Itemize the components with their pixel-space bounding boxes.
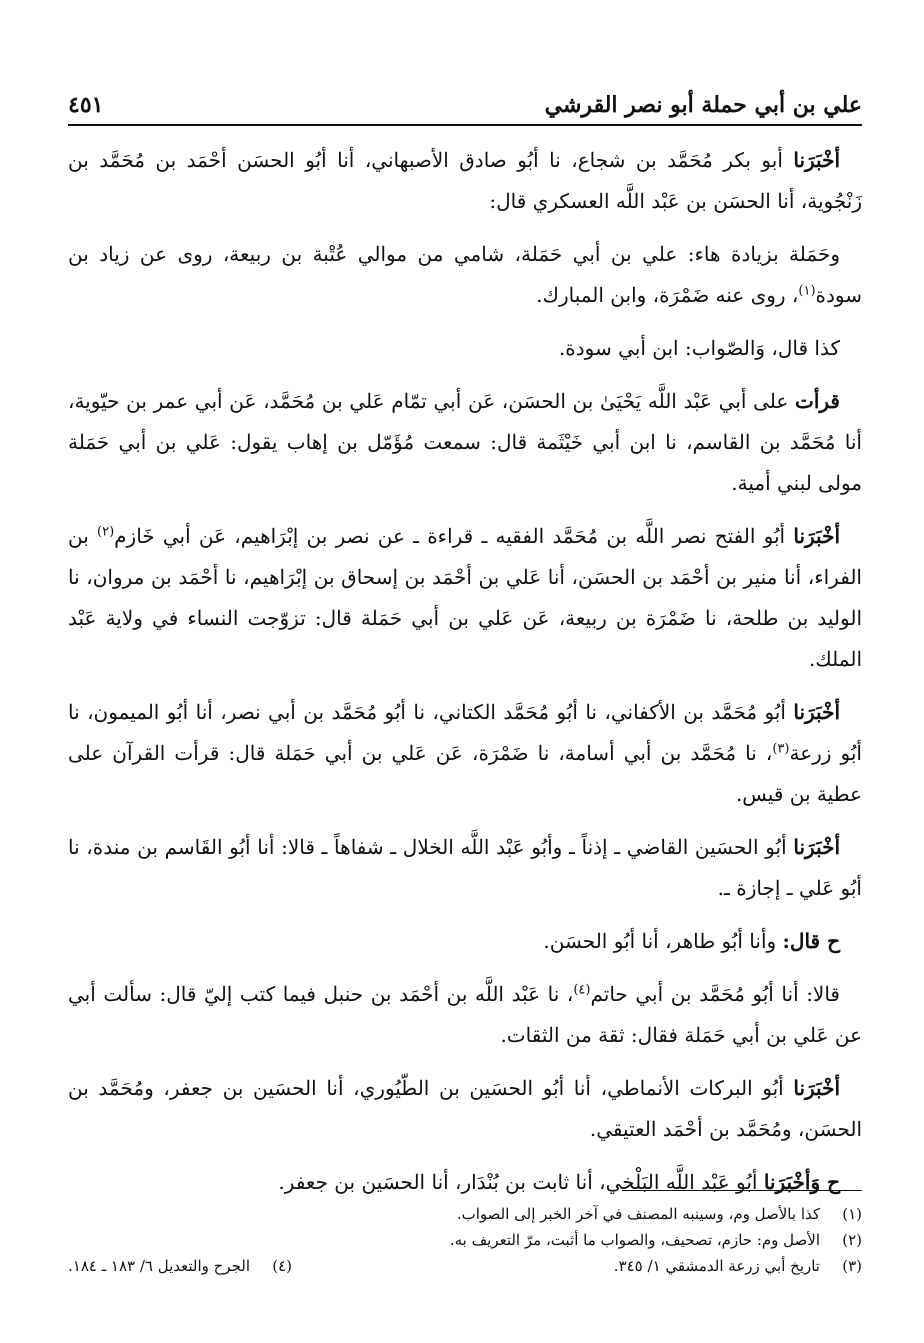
keyword: أخْبَرَنا [793, 700, 840, 724]
keyword: أخْبَرَنا [793, 148, 840, 172]
paragraph-text-tail: ، روى عنه ضَمْرَة، وابن المبارك. [536, 283, 799, 307]
keyword: أخْبَرَنا [793, 1076, 840, 1100]
page-number: ٤٥١ [68, 92, 104, 118]
paragraph-text: قالا: أنا أبُو مُحَمَّد بن أبي حاتم [590, 982, 840, 1006]
footnote-text: كذا بالأصل وم، وسينبه المصنف في آخر الخبر إلى الصواب. [456, 1205, 820, 1223]
footnote-text: تاريخ أبي زرعة الدمشقي ١/ ٣٤٥. [613, 1257, 820, 1275]
paragraph [68, 381, 862, 504]
footnote-marker: (٣) [772, 741, 790, 757]
paragraph [68, 234, 862, 316]
paragraph-text-tail: ، نا مُحَمَّد بن أبي أسامة، نا ضَمْرَة، عَن عَلي بن أبي حَمَلة قال: قرأت القرآن على عطية بن قيس. [68, 741, 862, 806]
paragraph [68, 692, 862, 815]
running-title: علي بن أبي حملة أبو نصر القرشي [544, 92, 862, 118]
page-header [68, 86, 862, 126]
footnote-marker: (٤) [573, 982, 591, 998]
keyword: أخْبَرَنا [793, 524, 840, 548]
footnote [68, 1227, 862, 1253]
paragraph-text: أبو بكر مُحَمَّد بن شجاع، نا أبُو صادق الأصبهاني، أنا أبُو الحسَن أحْمَد بن مُحَمَّد بن زَنْجُوية، أنا الحسَن بن عَبْد اللَّه العسكري قال: [68, 148, 862, 213]
paragraph-text: أبُو عَبْد اللَّه البَلْخي، أنا ثابت بن بُنْدَار، أنا الحسَين بن جعفر. [278, 1170, 764, 1194]
paragraph-text: على أبي عَبْد اللَّه يَحْيَىٰ بن الحسَن، عَن أبي تمّام عَلي بن مُحَمَّد، عَن أبي عمر بن حيّوية، أنا مُحَمَّد بن القاسم، نا ابن أبي خَيْثَمة قال: سمعت مُؤَمّل بن إهاب يقول: عَلي بن أبي حَمَلة مولى لبني أمية. [68, 389, 862, 495]
footnote-number: (١) [842, 1205, 862, 1223]
footnote-number: (٤) [272, 1257, 293, 1275]
footnote [614, 1253, 862, 1279]
footnote-number: (٢) [842, 1231, 862, 1249]
paragraph-text: أبُو الحسَين القاضي ـ إذناً ـ وأبُو عَبْد اللَّه الخلال ـ شفاهاً ـ قالا: أنا أبُو القَاسم بن مندة، نا أبُو عَلي ـ إجازة ـ. [68, 835, 862, 900]
footnote-marker: (٢) [97, 524, 115, 540]
paragraph [68, 974, 862, 1056]
paragraph-text: أبُو الفتح نصر اللَّه بن مُحَمَّد الفقيه ـ قراءة ـ عن نصر بن إبْرَاهيم، عَن أبي خَازم [114, 524, 794, 548]
paragraph-text: وحَمَلة بزيادة هاء: علي بن أبي حَمَلة، شامي من موالي عُتْبة بن ربيعة، روى عن زياد بن سودة [68, 242, 862, 307]
keyword: أخْبَرَنا [793, 835, 840, 859]
paragraph-text-tail: بن الفراء، أنا منير بن أحْمَد بن الحسَن، أنا عَلي بن أحْمَد بن إسحاق بن إبْرَاهيم، نا أحْمَد بن مروان، نا الوليد بن طلحة، نا ضَمْرَة بن ربيعة، عَن عَلي بن أبي حَمَلة قال: تزوّجت النساء في ولاية عَبْد الملك. [68, 524, 862, 671]
footnote-row [68, 1253, 862, 1279]
paragraph [68, 921, 862, 962]
paragraph-text-tail: ، نا عَبْد اللَّه بن أحْمَد بن حنبل فيما كتب إليّ قال: سألت أبي عن عَلي بن أبي حَمَلة فقال: ثقة من الثقات. [68, 982, 862, 1047]
paragraph [68, 827, 862, 909]
footnote-text: الجرح والتعديل ٦/ ١٨٣ ـ ١٨٤. [68, 1257, 251, 1275]
keyword: قرأت [795, 389, 840, 413]
keyword: ح قال: [782, 929, 840, 953]
paragraph [68, 140, 862, 222]
page-body [68, 140, 862, 1215]
footnote [68, 1201, 862, 1227]
footnote-number: (٣) [842, 1257, 862, 1275]
keyword: ح وَأخْبَرَنا [763, 1170, 840, 1194]
paragraph [68, 1068, 862, 1150]
footnote [68, 1253, 292, 1279]
paragraph-text: أبُو مُحَمَّد بن الأكفاني، نا أبُو مُحَمَّد الكتاني، نا أبُو مُحَمَّد بن أبي نصر، أنا أبُو الميمون، نا أبُو زرعة [68, 700, 862, 765]
footnote-text: الأصل وم: حازم، تصحيف، والصواب ما أثبت، مرّ التعريف به. [449, 1231, 820, 1249]
paragraph [68, 516, 862, 680]
paragraph-text: كذا قال، وَالصّواب: ابن أبي سودة. [558, 336, 840, 360]
paragraph [68, 328, 862, 369]
paragraph-text: وأنا أبُو طاهر، أنا أبُو الحسَن. [543, 929, 783, 953]
footnote-divider [622, 1190, 862, 1191]
footnotes [68, 1190, 862, 1279]
paragraph-text: أبُو البركات الأنماطي، أنا أبُو الحسَين بن الطّيُوري، أنا الحسَين بن جعفر، ومُحَمَّد بن الحسَن، ومُحَمَّد بن أحْمَد العتيقي. [68, 1076, 862, 1141]
footnote-marker: (١) [798, 283, 816, 299]
